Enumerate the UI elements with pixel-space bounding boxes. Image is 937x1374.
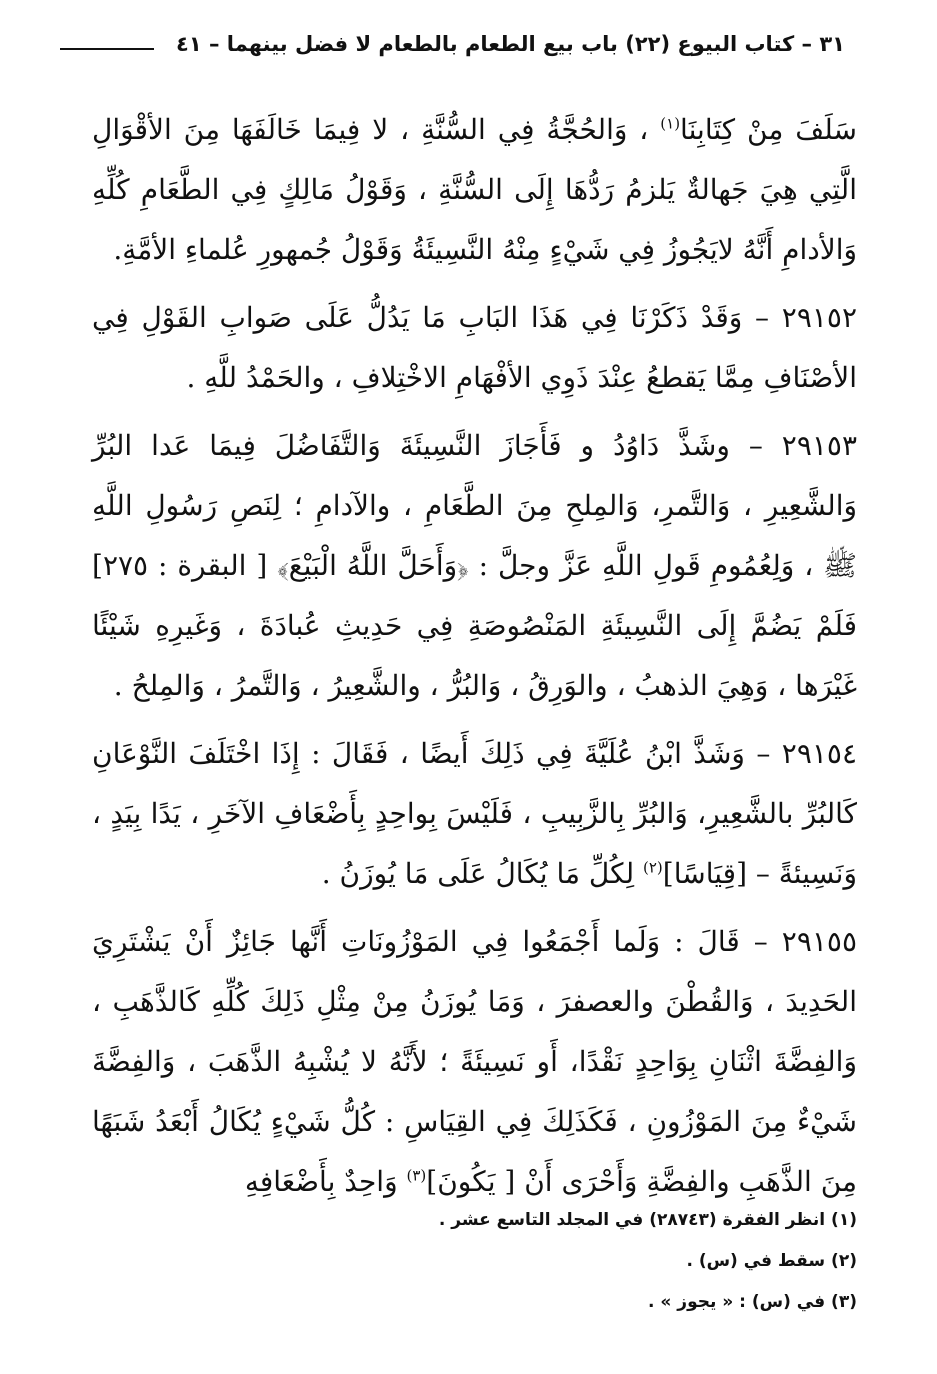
footnote-ref[interactable]: (٢) (643, 858, 663, 877)
paragraph-text: ، وَالحُجَّةُ فِي السُّنَّةِ ، لا فِيمَا خَالَفَهَا مِنَ الأقْوَالِ الَّتِي هِيَ جَهالةٌ يَلزمُ رَدُّهَا إِلَى السُّنَّةِ ، وَقَوْلُ مَالِكٍ فِي الطَّعَامِ كُلِّهِ وَالأدامِ أَنَّهُ لايَجُوزُ فِي شَيْءٍ مِنْهُ النَّسِيئَةُ وَقَوْلُ جُمهورِ عُلماءِ الأمَّةِ. (92, 113, 857, 266)
paragraph-text: وشَذَّ دَاوُدُ و فَأَجَازَ النَّسِيئَةَ وَالتَّفَاضُلَ فِيمَا عَدا البُرِّ وَالشَّعِيرِ ، وَالتَّمرِ، وَالمِلحِ مِنَ الطَّعَامِ ، والآدامِ ؛ لِنَصِ رَسُولِ اللَّهِ ﷺ ، وَلِعُمُومِ قَولِ اللَّهِ عَزَّ وجلَّ : ﴿وَأَحَلَّ اللَّهُ الْبَيْعَ﴾ [ البقرة : ٢٧٥] فَلَمْ يَضُمَّ إِلَى النَّسِيئَةِ المَنْصُوصَةِ فِي حَدِيثِ عُبادَةَ ، وَغَيرِهِ شَيْئًا غَيْرَها ، وَهِيَ الذهبُ ، والوَرِقُ ، وَالبُرُّ ، والشَّعِيرُ ، وَالتَّمرُ ، وَالمِلحُ . (92, 429, 857, 702)
paragraph-number: ٢٩١٥٥ (781, 925, 857, 958)
paragraph: ٢٩١٥٢ – وَقَدْ ذَكَرْنَا فِي هَذَا البَابِ مَا يَدُلُّ عَلَى صَوابِ القَوْلِ فِي الأصْنَافِ مِمَّا يَقطعُ عِنْدَ ذَوِي الأفْهَامِ الاخْتِلافِ ، والحَمْدُ للَّهِ . (92, 301, 857, 394)
footnote: (١) انظر الفقرة (٢٨٧٤٣) في المجلد التاسع عشر . (438, 1210, 857, 1230)
footnote-ref[interactable]: (٣) (406, 1166, 427, 1185)
paragraph-text: وَاحِدٌ بِأَضْعَافِهِ (244, 1165, 407, 1198)
body-text (92, 100, 857, 1220)
footnotes (92, 1200, 857, 1323)
paragraph-text: لِكُلِّ مَا يُكَالُ عَلَى مَا يُوزَنُ . (321, 857, 643, 890)
footnote-ref[interactable]: (١) (660, 114, 681, 133)
paragraph (92, 100, 857, 280)
header-rule (60, 48, 154, 50)
paragraph-number: ٢٩١٥٢ (781, 301, 857, 334)
paragraph-text: وَشَذَّ ابْنُ عُلَيَّةَ فِي ذَلِكَ أَيضًا ، فَقَالَ : إِذَا اخْتَلَفَ النَّوْعَانِ كَالبُرِّ بالشَّعِيرِ، وَالبُرِّ بِالزَّبِيبِ ، فَلَيْسَ بِواحِدٍ بِأَضْعَافِ الآخَرِ ، يَدًا بِيَدٍ ، وَنَسِيئةً – [قِيَاسًا] (92, 737, 857, 890)
paragraph-text: وَقَدْ ذَكَرْنَا فِي هَذَا البَابِ مَا يَدُلُّ عَلَى صَوابِ القَوْلِ فِي الأصْنَافِ مِمَّا يَقطعُ عِنْدَ ذَوِي الأفْهَامِ الاخْتِلافِ ، والحَمْدُ للَّهِ . (92, 301, 857, 394)
paragraph-number: ٢٩١٥٤ (781, 737, 857, 770)
header-title: ٣١ – كتاب البيوع (٢٢) باب بيع الطعام بالطعام لا فضل بينهما – ٤١ (176, 32, 845, 56)
paragraph: ٢٩١٥٤ – وَشَذَّ ابْنُ عُلَيَّةَ فِي ذَلِكَ أَيضًا ، فَقَالَ : إِذَا اخْتَلَفَ النَّوْعَانِ كَالبُرِّ بالشَّعِيرِ، وَالبُرِّ بِالزَّبِيبِ ، فَلَيْسَ بِواحِدٍ بِأَضْعَافِ الآخَرِ ، يَدًا بِيَدٍ ، وَنَسِيئةً – [قِيَاسًا]$^{(٢)}$ لِكُلِّ مَا يُكَالُ عَلَى مَا يُوزَنُ . (92, 737, 857, 890)
footnote: (٢) سقط في (س) . (686, 1251, 857, 1271)
paragraph: ٢٩١٥٣ – وشَذَّ دَاوُدُ و فَأَجَازَ النَّسِيئَةَ وَالتَّفَاضُلَ فِيمَا عَدا البُرِّ وَالشَّعِيرِ ، وَالتَّمرِ، وَالمِلحِ مِنَ الطَّعَامِ ، والآدامِ ؛ لِنَصِ رَسُولِ اللَّهِ ﷺ ، وَلِعُمُومِ قَولِ اللَّهِ عَزَّ وجلَّ : ﴿وَأَحَلَّ اللَّهُ الْبَيْعَ﴾ [ البقرة : ٢٧٥] فَلَمْ يَضُمَّ إِلَى النَّسِيئَةِ المَنْصُوصَةِ فِي حَدِيثِ عُبادَةَ ، وَغَيرِهِ شَيْئًا غَيْرَها ، وَهِيَ الذهبُ ، والوَرِقُ ، وَالبُرُّ ، والشَّعِيرُ ، وَالتَّمرُ ، وَالمِلحُ . (92, 429, 857, 702)
running-header (60, 24, 845, 64)
paragraph-text: سَلَفَ مِنْ كِتَابِنَا (680, 113, 857, 146)
footnote: (٣) في (س) : « يجوز » . (648, 1292, 857, 1312)
paragraph: ٢٩١٥٥ – قَالَ : وَلَما أَجْمَعُوا فِي المَوْزُونَاتِ أَنَّها جَائِزٌ أَنْ يَشْتَرِيَ الحَدِيدَ ، وَالقُطْنَ والعصفرَ ، وَمَا يُوزَنُ مِنْ مِثْلِ ذَلِكَ كُلِّهِ كَالذَّهَبِ ، وَالفِضَّةَ اثْنَانِ بِوَاحِدٍ نَقْدًا، أَو نَسِيئَةً ؛ لأَنَّهُ لا يُشْبِهُ الذَّهَبَ ، وَالفِضَّةَ شَيْءٌ مِنَ المَوْزُونِ ، فَكَذَلِكَ فِي القِيَاسِ : كُلُّ شَيْءٍ يُكَالُ أَبْعَدُ شَبَهًا مِنَ الذَّهَبِ والفِضَّةِ وَأَحْرَى أَنْ [ يَكُونَ]$^{(٣)}$ وَاحِدٌ بِأَضْعَافِهِ (92, 925, 857, 1198)
paragraph-number: ٢٩١٥٣ (781, 429, 857, 462)
paragraph-text: قَالَ : وَلَما أَجْمَعُوا فِي المَوْزُونَاتِ أَنَّها جَائِزٌ أَنْ يَشْتَرِيَ الحَدِيدَ ، وَالقُطْنَ والعصفرَ ، وَمَا يُوزَنُ مِنْ مِثْلِ ذَلِكَ كُلِّهِ كَالذَّهَبِ ، وَالفِضَّةَ اثْنَانِ بِوَاحِدٍ نَقْدًا، أَو نَسِيئَةً ؛ لأَنَّهُ لا يُشْبِهُ الذَّهَبَ ، وَالفِضَّةَ شَيْءٌ مِنَ المَوْزُونِ ، فَكَذَلِكَ فِي القِيَاسِ : كُلُّ شَيْءٍ يُكَالُ أَبْعَدُ شَبَهًا مِنَ الذَّهَبِ والفِضَّةِ وَأَحْرَى أَنْ [ يَكُونَ] (92, 925, 857, 1198)
